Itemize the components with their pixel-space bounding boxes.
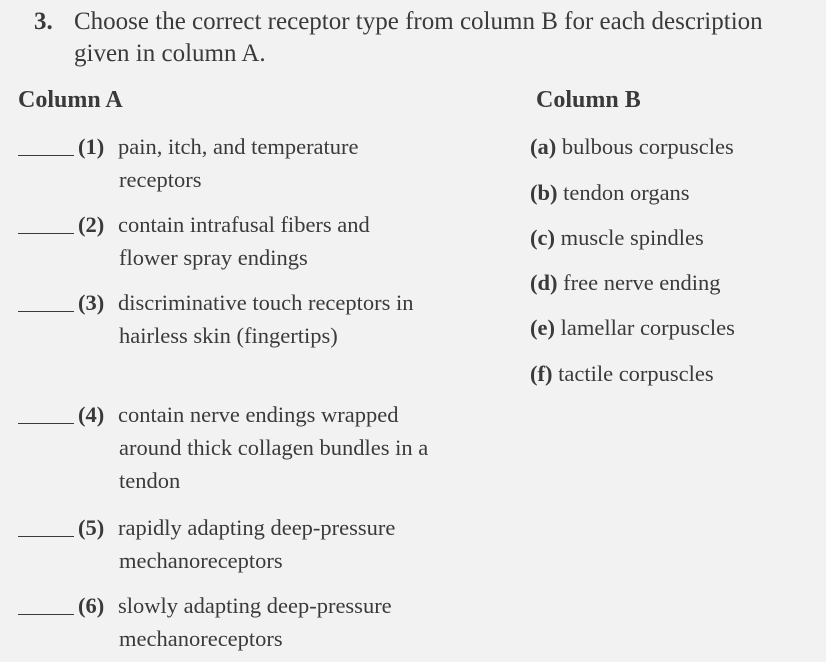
column-a-item: [18, 589, 468, 655]
option-letter: (a): [530, 134, 557, 159]
option-letter: (c): [530, 225, 555, 250]
item-number: (2): [78, 212, 105, 237]
column-a-item: [18, 398, 438, 497]
option-text: free nerve ending: [563, 270, 721, 295]
option-text: tendon organs: [563, 180, 690, 205]
option-text: muscle spindles: [560, 225, 704, 250]
column-a-item: [18, 286, 418, 352]
column-b-item: [530, 311, 820, 344]
column-b-item: [530, 130, 820, 163]
item-number: (1): [78, 134, 105, 159]
column-a-item: [18, 208, 433, 274]
column-b-item: [530, 266, 820, 299]
item-text: contain nerve endings wrapped around thick collagen bundles in a tendon: [118, 402, 429, 493]
item-text: rapidly adapting deep-pressure mechanoreceptors: [118, 515, 396, 573]
item-text: pain, itch, and temperature receptors: [118, 134, 359, 192]
option-letter: (d): [530, 270, 558, 295]
column-a-item: [18, 130, 418, 196]
item-text: discriminative touch receptors in hairless skin (fingertips): [118, 290, 414, 348]
column-b-header: Column B: [536, 87, 641, 113]
answer-blank[interactable]: [18, 536, 74, 537]
column-b-item: [530, 176, 820, 209]
answer-blank[interactable]: [18, 155, 74, 156]
option-letter: (e): [530, 315, 555, 340]
question-text: Choose the correct receptor type from column B for each description given in column A.: [74, 8, 763, 67]
item-number: (6): [78, 593, 105, 618]
option-text: bulbous corpuscles: [561, 134, 734, 159]
option-letter: (f): [530, 361, 553, 386]
answer-blank[interactable]: [18, 311, 74, 312]
item-text: slowly adapting deep-pressure mechanoreceptors: [118, 593, 392, 651]
column-b-item: [530, 357, 820, 390]
question-prompt: [34, 6, 824, 70]
answer-blank[interactable]: [18, 233, 74, 234]
answer-blank[interactable]: [18, 614, 74, 615]
question-number: 3.: [34, 8, 53, 35]
item-number: (3): [78, 290, 105, 315]
option-text: tactile corpuscles: [558, 361, 714, 386]
item-number: (4): [78, 402, 105, 427]
column-a-header: Column A: [18, 87, 123, 113]
answer-blank[interactable]: [18, 423, 74, 424]
item-number: (5): [78, 515, 105, 540]
option-letter: (b): [530, 180, 558, 205]
column-b-item: [530, 221, 820, 254]
column-a-item: [18, 511, 468, 577]
option-text: lamellar corpuscles: [560, 315, 735, 340]
item-text: contain intrafusal fibers and flower spray endings: [118, 212, 370, 270]
